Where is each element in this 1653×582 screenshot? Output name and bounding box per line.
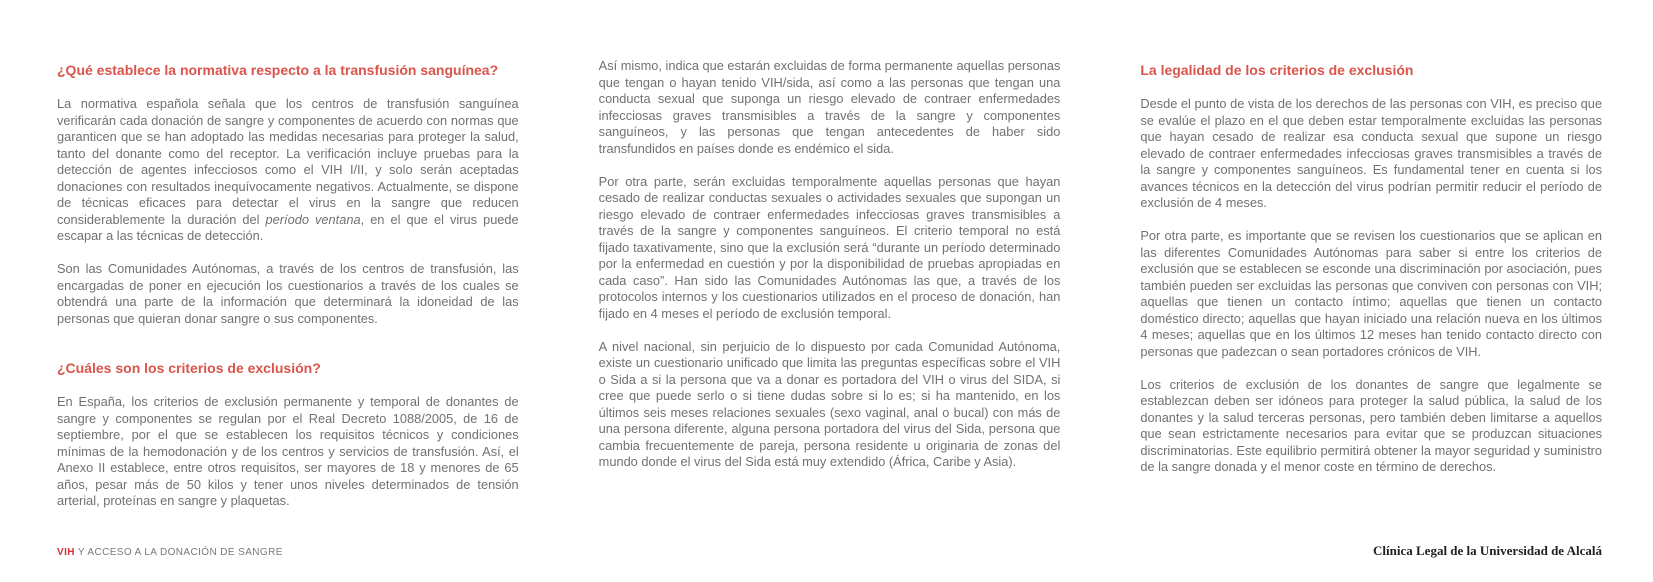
text-columns [57, 58, 1602, 526]
footer-title-rest: Y ACCESO A LA DONACIÓN DE SANGRE [74, 547, 283, 558]
footer-document-title [57, 547, 283, 558]
body-paragraph: Los criterios de exclusión de los donantes de sangre que legalmente se establezcan deben ser idóneos para proteger la salud pública, la salud de los donantes y la salud terceras personas, pero también deben limitarse a aquellos que sean estrictamente necesarios para evitar que se produzcan situaciones discriminatorias. Este equilibrio permitirá obtener la mayor seguridad y suministro de la sangre donada y el menor coste en término de derechos. [1140, 376, 1603, 474]
column-middle [599, 58, 1061, 526]
section-heading: ¿Cuáles son los criterios de exclusión? [57, 360, 321, 376]
body-paragraph: Desde el punto de vista de los derechos de las personas con VIH, es preciso que se evalúe el plazo en el que deben estar temporalmente excluidas las personas que hayan cesado de realizar esa conducta sexual que supone un riesgo elevado de contraer enfermedades infecciosas graves transmisibles a través de la sangre y componentes sanguíneos. Es fundamental tener en cuenta si los avances técnicos en la detección del virus podrían permitir reducir el período de exclusión de 4 meses. [1140, 96, 1603, 210]
body-paragraph: Por otra parte, serán excluidas temporalmente aquellas personas que hayan cesado de realizar conductas sexuales o actividades sexuales que supongan un riesgo elevado de contraer enfermedades infecciosas graves transmisibles a través de la sangre y componentes sanguíneos. El criterio temporal no está fijado taxativamente, sino que la exclusión será “durante un período determinado por la enfermedad en cuestión y por la disponibilidad de pruebas apropiadas en cada caso”. Han sido las Comunidades Autónomas las que, a través de los protocolos internos y los cuestionarios utilizados en el proceso de donación, han fijado en 4 meses el período de exclusión temporal. [598, 173, 1061, 321]
footer-title-accent: VIH [57, 547, 75, 558]
footer-attribution: Clínica Legal de la Universidad de Alcalá [1373, 543, 1602, 558]
section-heading: ¿Qué establece la normativa respecto a la transfusión sanguínea? [57, 62, 499, 78]
body-paragraph: Así mismo, indica que estarán excluidas de forma permanente aquellas personas que tengan o hayan tenido VIH/sida, así como a las personas que tengan una conducta sexual que suponga un riesgo elevado de contraer enfermedades infecciosas graves transmisibles a través de la sangre y componentes sanguíneos, y las personas que tengan antecedentes de haber sido transfundidos en países donde es endémico el sida. [598, 58, 1061, 156]
column-right [1140, 58, 1602, 526]
column-left [57, 58, 519, 526]
body-paragraph: Por otra parte, es importante que se revisen los cuestionarios que se aplican en las diferentes Comunidades Autónomas para saber si entre los criterios de exclusión que se establecen se esconde una discriminación por asociación, pues también pueden ser excluidas las personas que conviven con personas con VIH; aquellas que tienen un contacto íntimo; aquellas que tienen un contacto doméstico directo; aquellas que hayan iniciado una relación nueva en los últimos 4 meses; aquellas que en los últimos 12 meses han tenido contacto directo con personas que padezcan o sean portadores crónicos de VIH. [1140, 228, 1603, 359]
page-footer [57, 543, 1602, 559]
body-paragraph: Son las Comunidades Autónomas, a través de los centros de transfusión, las encargadas de poner en ejecución los cuestionarios a través de los cuales se obtendrá una parte de la información que determinará la idoneidad de las personas que quieran donar sangre o sus componentes. [57, 261, 519, 326]
body-paragraph: A nivel nacional, sin perjuicio de lo dispuesto por cada Comunidad Autónoma, existe un cuestionario unificado que limita las preguntas específicas sobre el VIH o Sida a si la persona que va a donar es portadora del VIH o virus del SIDA, si cree que puede serlo o si tiene dudas sobre si lo es; si ha mantenido, en los últimos seis meses relaciones sexuales (sexo vaginal, anal o bucal) con más de una persona diferente, alguna persona portadora del virus del Sida, persona que cambia frecuentemente de pareja, persona residente u originaria de zonas del mundo donde el virus del Sida está muy extendido (África, Caribe y Asia). [598, 338, 1061, 469]
section-heading: La legalidad de los criterios de exclusión [1140, 62, 1414, 78]
body-paragraph: En España, los criterios de exclusión permanente y temporal de donantes de sangre y componentes se regulan por el Real Decreto 1088/2005, de 16 de septiembre, por el que se establecen los requisitos técnicos y condiciones mínimas de la hemodonación y de los centros y servicios de transfusión. Así, el Anexo II establece, entre otros requisitos, ser mayores de 18 y menores de 65 años, pesar más de 50 kilos y tener unos niveles determinados de tensión arterial, proteínas en sangre y plaquetas. [57, 394, 519, 508]
body-paragraph: La normativa española señala que los centros de transfusión sanguínea verificarán cada donación de sangre y componentes de acuerdo con normas que garanticen que se han adoptado las medidas necesarias para proteger la salud, tanto del donante como del receptor. La verificación incluye pruebas para la detección de agentes infecciosos como el VIH I/II, y solo serán aceptadas donaciones con resultados inequívocamente negativos. Actualmente, se dispone de técnicas eficaces para detectar el virus en la sangre que reducen considerablemente la duración del período ventana, en el que el virus puede escapar a las técnicas de detección. [57, 96, 519, 243]
